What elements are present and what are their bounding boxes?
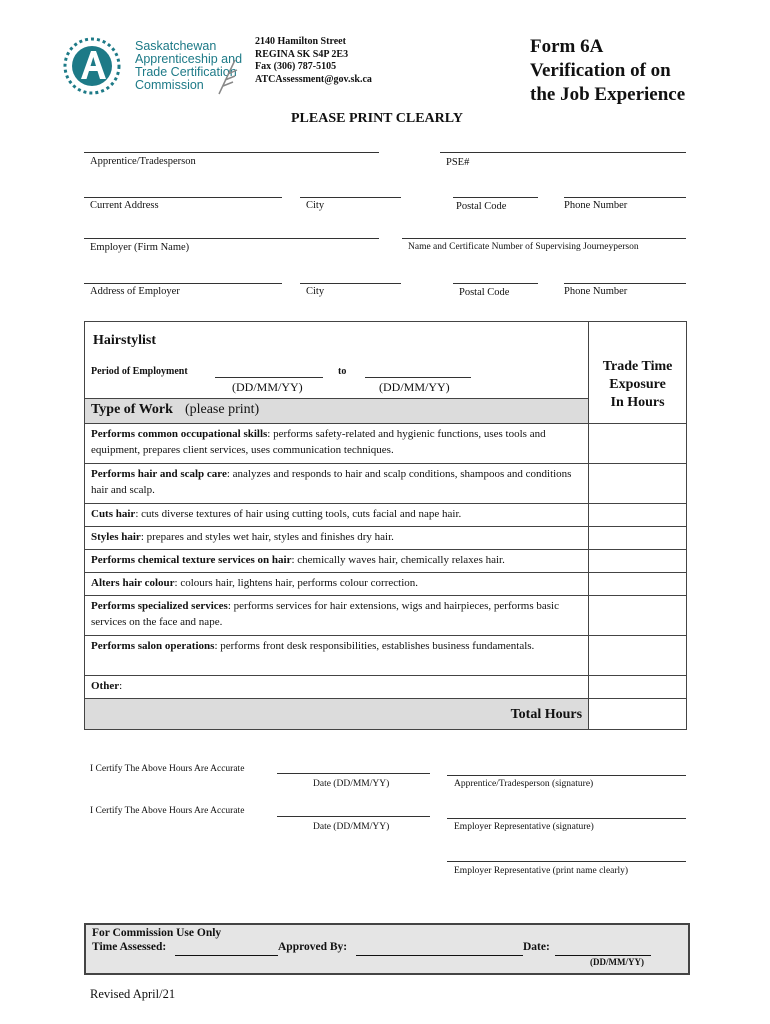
apprentice-signature-field[interactable] xyxy=(447,775,686,776)
table-row xyxy=(85,527,687,550)
employer-phone-field[interactable] xyxy=(564,283,686,284)
period-label: Period of Employment xyxy=(91,366,188,377)
trade-name: Hairstylist xyxy=(93,333,156,348)
wheat-icon xyxy=(215,56,241,101)
task-title: Performs salon operations xyxy=(91,640,215,652)
employer-postal-field[interactable] xyxy=(453,283,538,284)
employer-signature-label: Employer Representative (signature) xyxy=(454,822,594,832)
employer-phone-label: Phone Number xyxy=(564,286,628,297)
journeyperson-field[interactable] xyxy=(402,238,686,239)
task-title: Performs common occupational skills xyxy=(91,428,268,440)
current-address-field[interactable] xyxy=(84,197,282,198)
hours-input[interactable] xyxy=(589,676,687,699)
pse-field[interactable] xyxy=(440,152,686,153)
hours-input[interactable] xyxy=(589,573,687,596)
task-title: Performs chemical texture services on hair xyxy=(91,554,292,566)
type-of-work-header xyxy=(85,399,589,424)
commission-date-format: (DD/MM/YY) xyxy=(590,957,644,967)
time-assessed-field[interactable] xyxy=(175,955,278,956)
period-start-field[interactable] xyxy=(215,377,323,378)
employer-label: Employer (Firm Name) xyxy=(90,242,190,253)
form-title-line: the Job Experience xyxy=(530,84,686,105)
task-title: Styles hair xyxy=(91,531,141,543)
hours-input[interactable] xyxy=(589,636,687,676)
apprentice-signature-label: Apprentice/Tradesperson (signature) xyxy=(454,779,594,789)
hours-input[interactable] xyxy=(589,424,687,464)
end-date-format: (DD/MM/YY) xyxy=(379,380,450,394)
table-row xyxy=(85,636,687,676)
task-cell xyxy=(85,676,589,699)
pse-label: PSE# xyxy=(446,157,470,168)
employer-print-name-field[interactable] xyxy=(447,861,686,862)
time-assessed-label: Time Assessed: xyxy=(92,941,167,953)
task-desc: : cuts diverse textures of hair using cutting tools, cuts facial and nape hair. xyxy=(135,508,462,520)
task-desc: : performs front desk responsibilities, establishes business fundamentals. xyxy=(214,640,535,652)
please-print-label: (please print) xyxy=(184,402,260,417)
employer-address-label: Address of Employer xyxy=(90,286,180,297)
journeyperson-label: Name and Certificate Number of Supervising Journeyperson xyxy=(408,242,639,252)
total-label-cell xyxy=(85,699,589,730)
employer-signature-field[interactable] xyxy=(447,818,686,819)
apprentice-label: Apprentice/Tradesperson xyxy=(90,156,196,167)
commission-title: For Commission Use Only xyxy=(92,927,222,939)
task-title: Performs hair and scalp care xyxy=(91,468,227,480)
city-label: City xyxy=(306,200,325,211)
date-label-2: Date (DD/MM/YY) xyxy=(313,822,390,832)
task-cell xyxy=(85,573,589,596)
task-cell xyxy=(85,504,589,527)
table-row xyxy=(85,550,687,573)
work-table xyxy=(84,321,687,730)
postal-code-label: Postal Code xyxy=(456,201,507,212)
employer-postal-label: Postal Code xyxy=(459,287,510,298)
task-desc: : colours hair, lightens hair, performs colour correction. xyxy=(174,577,419,589)
org-line: Apprenticeship and xyxy=(135,52,243,66)
task-cell xyxy=(85,424,589,464)
trade-time-header xyxy=(589,322,687,424)
org-line: Saskatchewan xyxy=(135,39,217,53)
task-cell xyxy=(85,550,589,573)
trade-time-line: In Hours xyxy=(610,395,665,410)
org-line: Commission xyxy=(135,78,204,92)
total-hours-input[interactable] xyxy=(589,699,687,730)
employer-address-field[interactable] xyxy=(84,283,282,284)
task-cell xyxy=(85,596,589,636)
hours-input[interactable] xyxy=(589,550,687,573)
task-desc: : performs services for hair extensions, wigs and hairpieces, performs basic services on the face and nape. xyxy=(91,600,559,628)
commission-logo-icon xyxy=(58,37,130,99)
task-desc: : prepares and styles wet hair, styles and finishes dry hair. xyxy=(140,531,394,543)
org-line: Trade Certification xyxy=(135,65,237,79)
postal-code-field[interactable] xyxy=(453,197,538,198)
date-label: Date: xyxy=(523,941,550,953)
employer-city-field[interactable] xyxy=(300,283,401,284)
employer-city-label: City xyxy=(306,286,325,297)
hours-input[interactable] xyxy=(589,504,687,527)
city-field[interactable] xyxy=(300,197,401,198)
period-end-field[interactable] xyxy=(365,377,471,378)
task-desc: : xyxy=(119,680,123,692)
address-line: 2140 Hamilton Street xyxy=(255,36,346,47)
hours-input[interactable] xyxy=(589,464,687,504)
table-row xyxy=(85,424,687,464)
certify-statement-1: I Certify The Above Hours Are Accurate xyxy=(90,764,245,774)
table-row xyxy=(85,464,687,504)
task-title: Alters hair colour xyxy=(91,577,175,589)
form-title xyxy=(530,35,685,107)
current-address-label: Current Address xyxy=(90,200,159,211)
trade-time-line: Exposure xyxy=(609,377,666,392)
phone-label: Phone Number xyxy=(564,200,628,211)
task-cell xyxy=(85,636,589,676)
table-row xyxy=(85,573,687,596)
apprentice-field[interactable] xyxy=(84,152,379,153)
certify-statement-2: I Certify The Above Hours Are Accurate xyxy=(90,806,245,816)
trade-header-cell xyxy=(85,322,589,399)
table-row xyxy=(85,596,687,636)
task-desc: : analyzes and responds to hair and scalp conditions, shampoos and conditions hair and scalp. xyxy=(91,468,572,496)
task-cell xyxy=(85,527,589,550)
print-notice: PLEASE PRINT CLEARLY xyxy=(291,111,463,126)
task-desc: : performs safety-related and hygienic functions, uses tools and equipment, prepares client services, uses communication techniques. xyxy=(91,428,546,456)
revision-note: Revised April/21 xyxy=(90,987,176,1001)
logo xyxy=(58,37,130,99)
date-label-1: Date (DD/MM/YY) xyxy=(313,779,390,789)
trade-time-line: Trade Time xyxy=(602,359,673,374)
employer-print-name-label: Employer Representative (print name clearly) xyxy=(454,866,629,876)
task-title: Performs specialized services xyxy=(91,600,228,612)
commission-date-field[interactable] xyxy=(555,955,651,956)
task-desc: : chemically waves hair, chemically relaxes hair. xyxy=(291,554,505,566)
task-title: Other xyxy=(91,680,120,692)
date-field-2[interactable] xyxy=(277,816,430,817)
hours-input[interactable] xyxy=(589,596,687,636)
task-title: Cuts hair xyxy=(91,508,136,520)
type-of-work-label: Type of Work xyxy=(91,402,173,417)
email-link[interactable]: ATCAssessment@gov.sk.ca xyxy=(255,73,372,85)
total-row xyxy=(85,699,687,730)
task-cell xyxy=(85,464,589,504)
date-field-1[interactable] xyxy=(277,773,430,774)
employer-field[interactable] xyxy=(84,238,379,239)
hours-input[interactable] xyxy=(589,527,687,550)
address-line: REGINA SK S4P 2E3 xyxy=(255,48,349,60)
commission-box xyxy=(84,923,690,975)
start-date-format: (DD/MM/YY) xyxy=(232,380,303,394)
to-label: to xyxy=(338,366,347,377)
form-title-line: Verification of on xyxy=(530,60,671,81)
table-row xyxy=(85,676,687,699)
table-row xyxy=(85,504,687,527)
address-line: Fax (306) 787-5105 xyxy=(255,61,337,72)
approved-by-field[interactable] xyxy=(356,955,523,956)
form-title-line: Form 6A xyxy=(530,36,604,57)
total-hours-label: Total Hours xyxy=(510,707,583,722)
phone-field[interactable] xyxy=(564,197,686,198)
approved-by-label: Approved By: xyxy=(278,941,348,953)
address-block xyxy=(255,36,372,86)
